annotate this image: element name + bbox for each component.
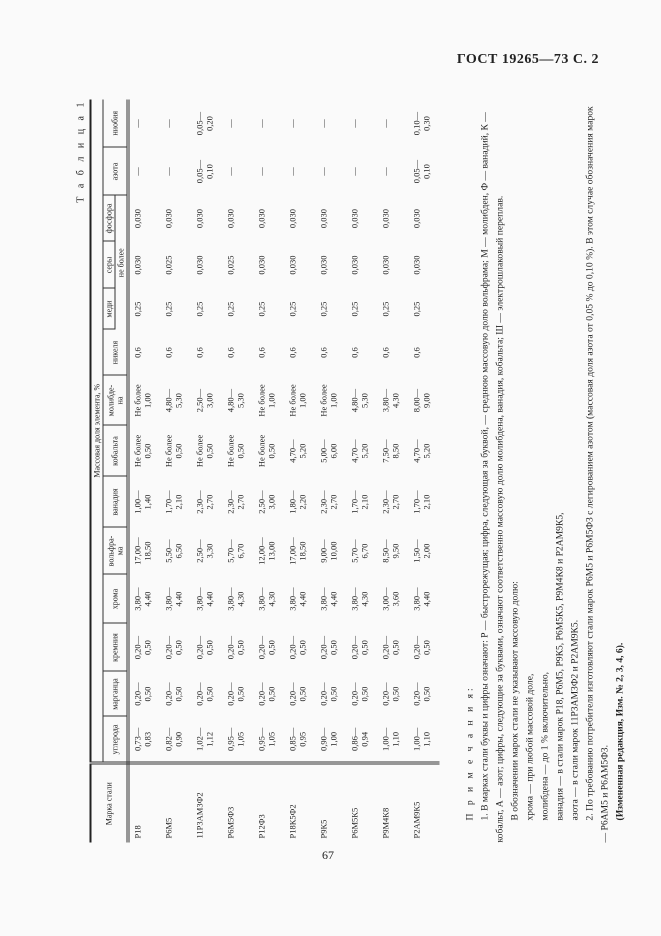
table-cell: 3,80— 4,30 xyxy=(349,587,370,611)
table-cell: 3,80— 4,40 xyxy=(318,587,339,611)
table-cell: 0,20— 0,50 xyxy=(132,635,153,660)
table-cell: — xyxy=(380,119,391,128)
table-row xyxy=(161,100,192,843)
table-cell: — xyxy=(318,119,329,128)
table-cell: Не более 0,50 xyxy=(194,434,215,468)
table-cell: 0,030 xyxy=(287,208,298,229)
table-cell: 0,6 xyxy=(256,347,267,358)
table-cell: 0,90— 1,00 xyxy=(318,727,339,751)
steel-grade: Р12Ф3 xyxy=(254,764,285,843)
revision-note: (Измененная редакция, Изм. № 2, 3, 4, 6). xyxy=(614,642,626,821)
table-cell: 17,00— 18,50 xyxy=(132,537,153,565)
steel-grade: Р18 xyxy=(128,764,161,843)
table-cell: 0,25 xyxy=(225,301,236,317)
column-header: хрома xyxy=(103,575,128,624)
table-cell: — xyxy=(132,167,143,176)
table-cell: 0,20— 0,50 xyxy=(194,682,215,706)
table-cell: 0,25 xyxy=(194,301,205,317)
table-cell: 0,20— 0,50 xyxy=(132,682,153,706)
table-cell: 5,70— 6,70 xyxy=(349,539,370,563)
table-cell: 0,6 xyxy=(411,347,422,358)
table-cell: 5,70— 6,70 xyxy=(225,539,246,563)
table-cell: 0,25 xyxy=(380,301,391,317)
table-cell: 4,80— 5,30 xyxy=(225,388,246,413)
column-header: меди xyxy=(103,289,115,330)
table-cell: 0,030 xyxy=(411,208,422,229)
table-cell: 0,86— 0,94 xyxy=(349,727,370,751)
table-cell: 0,20— 0,50 xyxy=(287,682,308,706)
notes-title: П р и м е ч а н и я: xyxy=(464,685,476,821)
table-cell: — xyxy=(349,119,360,128)
table-cell: 1,70— 2,10 xyxy=(349,490,370,514)
table-cell: 0,25 xyxy=(318,301,329,317)
column-header: ниобия xyxy=(103,100,128,148)
table-row xyxy=(409,100,440,843)
table-cell: 1,80— 2,20 xyxy=(287,490,308,514)
steel-grade: Р2АМ9К5 xyxy=(409,764,440,843)
note-1: 1. В марках стали буквы и цифры означают: Р — быстрорежущая; цифра, следующая за буквой, — среднюю массовую долю вольфрама; М — молибден, Ф — ванадий, К — кобальт, А — азот; цифры, следующие за буквами, означают соответственно массовую долю молибдена, ванадия, кобальта; Ш — электрошлаковый переплав. xyxy=(479,112,506,843)
note-1-sub: В обозначении марок стали не указывают массовую долю: xyxy=(509,581,521,821)
table-cell: 0,030 xyxy=(132,255,143,275)
table-cell: 1,00— 1,10 xyxy=(411,727,432,751)
column-header: никеля xyxy=(103,330,128,376)
table-cell: 5,00— 6,00 xyxy=(318,439,339,463)
column-header: фосфора xyxy=(103,196,115,242)
table-cell: 0,05— 0,10 xyxy=(194,159,215,184)
table-cell: 0,20— 0,50 xyxy=(380,682,401,706)
table-cell: — xyxy=(287,119,298,128)
page-number: 67 xyxy=(322,848,334,862)
table-cell: 7,50— 8,50 xyxy=(380,439,401,463)
table-cell: 4,70— 5,20 xyxy=(411,439,432,463)
table-cell: — xyxy=(225,167,236,176)
table-row xyxy=(347,100,378,843)
table-cell: 0,6 xyxy=(287,347,298,358)
table-cell: 0,20— 0,50 xyxy=(225,682,246,706)
table-cell: 0,25 xyxy=(163,301,174,317)
table-cell: 0,030 xyxy=(256,255,267,275)
table-cell: 3,80— 4,30 xyxy=(256,587,277,611)
table-cell: 0,05— 0,20 xyxy=(194,111,215,136)
steel-grade: Р9М4К8 xyxy=(378,764,409,843)
table-cell: 0,6 xyxy=(163,347,174,358)
table-row xyxy=(285,100,316,843)
table-cell: 0,20— 0,50 xyxy=(163,635,184,660)
table-cell: 8,50— 9,50 xyxy=(380,539,401,563)
table-cell: 0,73— 0,83 xyxy=(132,727,153,751)
steel-grade: Р6М5Ф3 xyxy=(223,764,254,843)
table-cell: Не более 1,00 xyxy=(318,384,339,417)
table-cell: Не более 0,50 xyxy=(225,434,246,468)
table-cell: 8,00— 9,00 xyxy=(411,388,432,413)
table-cell: 0,030 xyxy=(349,255,360,275)
table-cell: 17,00— 18,50 xyxy=(287,537,308,565)
table-cell: 0,20— 0,50 xyxy=(318,682,339,706)
table-cell: 0,030 xyxy=(225,208,236,229)
column-header: марганца xyxy=(103,672,128,717)
table-cell: 3,80— 4,40 xyxy=(194,587,215,611)
table-cell: 0,030 xyxy=(163,208,174,229)
column-header: молибде- на xyxy=(103,376,128,426)
table-row xyxy=(254,100,285,843)
table-cell: 1,00— 1,40 xyxy=(132,490,153,514)
table-cell: — xyxy=(349,167,360,176)
table-cell: 0,030 xyxy=(287,255,298,275)
table-cell: Не более 0,50 xyxy=(163,434,184,468)
steel-composition-table xyxy=(90,100,440,843)
table-cell: — xyxy=(380,167,391,176)
table-cell: 0,20— 0,50 xyxy=(411,635,432,660)
table-cell: 0,25 xyxy=(256,301,267,317)
table-cell: — xyxy=(256,167,267,176)
table-cell: — xyxy=(132,119,143,128)
table-cell: — xyxy=(287,167,298,176)
table-cell: 1,70— 2,10 xyxy=(411,490,432,514)
table-cell: 4,80— 5,30 xyxy=(349,388,370,413)
table-cell: — xyxy=(318,167,329,176)
table-cell: Не более 1,00 xyxy=(256,384,277,417)
table-row xyxy=(128,100,161,843)
table-cell: 0,82— 0,90 xyxy=(163,727,184,751)
table-cell: 0,20— 0,50 xyxy=(194,635,215,660)
table-cell: 12,00— 13,00 xyxy=(256,537,277,565)
table-cell: 0,6 xyxy=(225,347,236,358)
table-cell: 0,030 xyxy=(256,208,267,229)
note-2: 2. По требованию потребителя изготовляют стали марок Р6М5 и Р6М5Ф3 с легированием азотом (массовая доля азота от 0,05 % до 0,10 %). В этом случае обозначения марок — Р6АМ5 и Р6АМ5Ф3. xyxy=(584,106,611,843)
note-vanadium: ванадия — в стали марок Р18, Р6М5, Р9К5, Р6М5К5, Р9М4К8 и Р2АМ9К5, xyxy=(554,512,566,821)
table-cell: 0,25 xyxy=(132,301,143,317)
table-cell: 3,00— 3,60 xyxy=(380,587,401,611)
table-cell: 2,30— 2,70 xyxy=(380,490,401,514)
table-cell: 0,20— 0,50 xyxy=(225,635,246,660)
table-cell: 0,030 xyxy=(318,208,329,229)
table-cell: 2,50— 3,30 xyxy=(194,539,215,563)
table-cell: — xyxy=(256,119,267,128)
table-cell: Не более 0,50 xyxy=(132,434,153,468)
document-reference: ГОСТ 19265—73 С. 2 xyxy=(456,52,599,67)
table-cell: 0,20— 0,50 xyxy=(411,682,432,706)
table-cell: 0,030 xyxy=(194,255,205,275)
not-more-header: не более xyxy=(115,196,128,330)
grade-header: Марка стали xyxy=(91,764,129,843)
table-cell: 0,20— 0,50 xyxy=(349,682,370,706)
table-cell: 0,20— 0,50 xyxy=(256,635,277,660)
table-cell: 0,20— 0,50 xyxy=(287,635,308,660)
table-cell: 2,30— 2,70 xyxy=(194,490,215,514)
table-cell: 1,02— 1,12 xyxy=(194,727,215,751)
table-cell: 0,25 xyxy=(349,301,360,317)
table-cell: 0,6 xyxy=(349,347,360,358)
table-cell: Не более 0,50 xyxy=(256,434,277,468)
note-nitrogen: азота — в стали марок 11Р3АМ3Ф2 и Р2АМ9К5. xyxy=(569,619,581,821)
table-cell: 2,50— 3,00 xyxy=(256,490,277,514)
table-cell: 3,80— 4,40 xyxy=(411,587,432,611)
table-cell: 0,20— 0,50 xyxy=(318,635,339,660)
table-cell: 2,30— 2,70 xyxy=(225,490,246,514)
table-cell: 4,70— 5,20 xyxy=(287,439,308,463)
table-cell: 0,025 xyxy=(225,255,236,275)
column-header: кобальта xyxy=(103,426,128,477)
table-cell: — xyxy=(225,119,236,128)
table-cell: 0,05— 0,10 xyxy=(411,159,432,184)
table-label: Т а б л и ц а 1 xyxy=(75,99,87,203)
table-cell: 1,00— 1,10 xyxy=(380,727,401,751)
table-cell: 0,25 xyxy=(287,301,298,317)
rotated-page-content xyxy=(75,99,626,843)
steel-grade: Р6М5К5 xyxy=(347,764,378,843)
table-cell: 3,80— 4,40 xyxy=(287,587,308,611)
table-cell: 3,80— 4,40 xyxy=(163,587,184,611)
note-molybdenum: молибдена — до 1 % включительно, xyxy=(539,671,551,821)
notes xyxy=(463,100,628,843)
table-cell: 0,030 xyxy=(194,208,205,229)
steel-grade: Р18К5Ф2 xyxy=(285,764,316,843)
table-cell: 2,50— 3,00 xyxy=(194,388,215,413)
group-header: Массовая доля элемента, % xyxy=(91,100,104,764)
table-cell: 0,6 xyxy=(380,347,391,358)
table-row xyxy=(316,100,347,843)
table-cell: 0,20— 0,50 xyxy=(380,635,401,660)
table-cell: 0,20— 0,50 xyxy=(349,635,370,660)
table-cell: 0,20— 0,50 xyxy=(256,682,277,706)
table-cell: 0,25 xyxy=(411,301,422,317)
column-header: азота xyxy=(103,148,128,196)
table-cell: 0,025 xyxy=(163,255,174,275)
table-cell: 0,030 xyxy=(132,208,143,229)
table-cell: Не более 1,00 xyxy=(132,384,153,417)
table-cell: 3,80— 4,40 xyxy=(132,587,153,611)
table-cell: 0,95— 1,05 xyxy=(256,727,277,751)
table-cell: 0,030 xyxy=(380,255,391,275)
table-cell: 3,80— 4,30 xyxy=(225,587,246,611)
table-cell: 4,70— 5,20 xyxy=(349,439,370,463)
table-cell: 0,030 xyxy=(380,208,391,229)
table-cell: 0,6 xyxy=(132,347,143,358)
table-row xyxy=(223,100,254,843)
table-cell: 0,030 xyxy=(411,255,422,275)
column-header: ванадия xyxy=(103,477,128,528)
column-header: углерода xyxy=(103,717,128,764)
table-cell: 0,85— 0,95 xyxy=(287,727,308,751)
table-cell: 1,70— 2,10 xyxy=(163,490,184,514)
table-cell: 0,030 xyxy=(318,255,329,275)
steel-grade: Р6М5 xyxy=(161,764,192,843)
table-cell: 0,030 xyxy=(349,208,360,229)
table-cell: Не более 1,00 xyxy=(287,384,308,417)
table-cell: 0,95— 1,05 xyxy=(225,727,246,751)
column-header: вольфра- ма xyxy=(103,528,128,575)
table-cell: 2,30— 2,70 xyxy=(318,490,339,514)
table-cell: 0,6 xyxy=(194,347,205,358)
table-cell: — xyxy=(163,119,174,128)
table-cell: 5,50— 6,50 xyxy=(163,539,184,563)
table-row xyxy=(192,100,223,843)
table-cell: 0,10— 0,30 xyxy=(411,111,432,136)
table-cell: 1,50— 2,00 xyxy=(411,539,432,563)
table-cell: — xyxy=(163,167,174,176)
table-cell: 0,20— 0,50 xyxy=(163,682,184,706)
column-header: кремния xyxy=(103,624,128,672)
table-cell: 0,6 xyxy=(318,347,329,358)
table-cell: 3,80— 4,30 xyxy=(380,388,401,413)
table-cell: 9,00— 10,00 xyxy=(318,539,339,563)
note-chrome: хрома — при любой массовой доле, xyxy=(524,673,536,821)
steel-grade: 11Р3АМ3Ф2 xyxy=(192,764,223,843)
column-header: серы xyxy=(103,242,115,289)
table-cell: 4,80— 5,30 xyxy=(163,388,184,413)
table-row xyxy=(378,100,409,843)
steel-grade: Р9К5 xyxy=(316,764,347,843)
